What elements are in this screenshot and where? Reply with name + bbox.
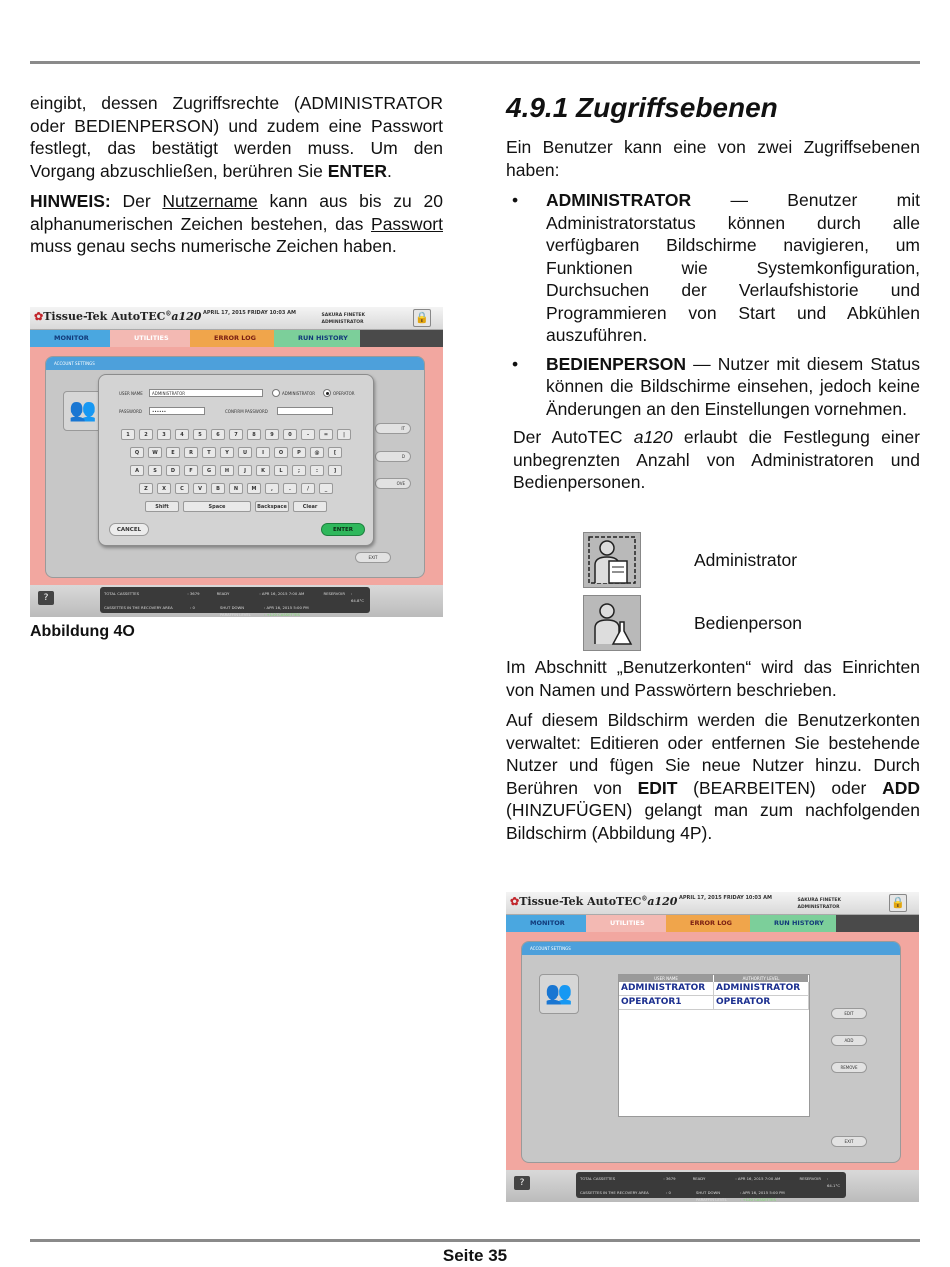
keyboard-key[interactable]: H [220, 465, 234, 476]
keyboard-key[interactable]: 2 [139, 429, 153, 440]
paragraph-text: eingibt, dessen Zugriffsrechte (ADMINISTRATOR oder BEDIENPERSON) und zudem eine Passwort festlegt, das bestätigt werden muss. Um den Vorgang abzuschließen, berühren Sie [30, 93, 443, 181]
administrator-label: Administrator [694, 549, 798, 570]
keyboard-key[interactable]: ; [292, 465, 306, 476]
keyboard-key[interactable]: X [157, 483, 171, 494]
keyboard-key[interactable]: = [319, 429, 333, 440]
user-role: ADMINISTRATOR [321, 320, 364, 325]
keyboard-key[interactable]: / [301, 483, 315, 494]
table-header [619, 975, 809, 982]
tab-monitor[interactable]: MONITOR [506, 915, 588, 932]
keyboard-key[interactable]: J [238, 465, 252, 476]
brand-text: Tissue-Tek AutoTEC [43, 310, 166, 323]
radio-operator-label: OPERATOR [333, 391, 355, 396]
term-administrator: ADMINISTRATOR [546, 190, 692, 210]
list-item-operator [506, 353, 920, 421]
keyboard-key[interactable]: 1 [121, 429, 135, 440]
col-authority-level: AUTHORITY LEVEL [714, 975, 809, 982]
operator-label: Bedienperson [694, 612, 802, 633]
backspace-key[interactable]: Backspace [255, 501, 289, 512]
manage-paragraph [506, 709, 920, 844]
status-ready-label: READY [216, 591, 230, 596]
keyboard-key[interactable]: T [202, 447, 216, 458]
tab-monitor[interactable]: MONITOR [30, 330, 112, 347]
page-number: Seite 35 [442, 1246, 508, 1265]
term-operator: BEDIENPERSON [546, 353, 687, 374]
status-bar [30, 585, 443, 617]
tissue-tek-logo: ✿Tissue-Tek AutoTEC®a120 [34, 310, 202, 323]
app-topbar [506, 892, 919, 915]
cell-level: ADMINISTRATOR [714, 982, 809, 995]
section-heading: 4.9.1 Zugriffsebenen [506, 92, 778, 123]
keyboard-row-3 [99, 465, 373, 476]
hint-password-term: Passwort [371, 213, 443, 234]
edit-button[interactable]: EDIT [831, 1008, 867, 1019]
status-paraffin-value: : +120 CASSETTES [264, 612, 300, 617]
keyboard-row-4 [99, 483, 373, 494]
accounts-section-paragraph: Im Abschnitt „Benutzerkonten“ wird das Einrichten von Namen und Passwörtern beschrieben. [506, 657, 920, 700]
status-recovery-label: CASSETTES IN THE RECOVERY AREA [104, 605, 173, 610]
status-paraffin-value: : +120 CASSETTES [740, 1197, 776, 1202]
tab-run-history[interactable]: RUN HISTORY [750, 915, 836, 932]
status-ready-label: READY [692, 1176, 706, 1181]
password-label: PASSWORD [119, 409, 142, 414]
operator-level-row [583, 595, 802, 651]
status-reservoir-value: : 64.1°C [827, 1176, 841, 1188]
administrator-icon [583, 532, 641, 588]
enter-term: ENTER [327, 160, 388, 181]
app-topbar [30, 307, 443, 330]
keyboard-key[interactable]: P [292, 447, 306, 458]
cell-level: OPERATOR [714, 996, 809, 1009]
flower-icon: ✿ [34, 310, 44, 323]
unlimited-text-a: Der AutoTEC [513, 427, 634, 447]
keyboard-key[interactable]: K [256, 465, 270, 476]
paragraph-continuation [30, 92, 443, 182]
user-company: SAKURA FINETEK [321, 313, 365, 318]
tab-error-log[interactable]: ERROR LOG [666, 915, 754, 932]
hint-text-a: Der [110, 191, 163, 211]
list-item-administrator [506, 189, 920, 347]
keyboard-key[interactable]: : [310, 465, 324, 476]
status-ready-value: : APR 16, 2015 7:00 AM [735, 1176, 781, 1181]
right-column [506, 90, 920, 494]
keyboard-key[interactable]: _ [319, 483, 333, 494]
table-row[interactable] [619, 982, 809, 996]
edit-term: EDIT [637, 777, 678, 798]
figure-4p-screenshot [506, 892, 919, 1202]
keyboard-key[interactable]: 8 [247, 429, 261, 440]
keyboard-key[interactable]: 7 [229, 429, 243, 440]
keyboard-key[interactable]: L [274, 465, 288, 476]
keyboard-key[interactable]: V [193, 483, 207, 494]
hint-label: HINWEIS: [30, 191, 111, 211]
intro-paragraph: Ein Benutzer kann eine von zwei Zugriffsebenen haben: [506, 137, 920, 180]
unlimited-paragraph [513, 426, 920, 494]
user-info [321, 312, 365, 326]
keyboard-key[interactable]: Q [130, 447, 144, 458]
status-shutdown-value: : APR 16, 2015 5:00 PM [740, 1190, 785, 1195]
add-button-partial[interactable]: D [375, 451, 411, 462]
access-level-list [506, 189, 920, 420]
brand-text: Tissue-Tek AutoTEC [519, 895, 642, 908]
status-paraffin-label: PARAFFIN LEVEL [696, 1197, 727, 1202]
keyboard-dialog [98, 374, 374, 546]
status-total-value: : 3679 [187, 591, 200, 596]
desc-operator: — Nutzer mit diesem Status können die Bildschirme einsehen, jedoch keine Änderungen an den Einstellungen vornehmen. [546, 353, 920, 419]
status-shutdown-label: SHUT DOWN [220, 605, 245, 610]
lock-icon[interactable]: 🔒 [889, 894, 907, 912]
keyboard-key[interactable]: M [247, 483, 261, 494]
desc-administrator: — Benutzer mit Administratorstatus können durch alle verfügbaren Bildschirme navigieren, um Funktionen wie Systemkonfiguration, Durchsuchen der Verlaufshistorie und Programmieren von Start und Abkühlen auszuführen. [546, 190, 920, 345]
edit-button-partial[interactable]: IT [375, 423, 411, 434]
shift-key[interactable]: Shift [145, 501, 179, 512]
remove-button-partial[interactable]: OVE [375, 478, 411, 489]
col-user-name: USER NAME [619, 975, 714, 982]
help-icon[interactable]: ? [514, 1176, 530, 1190]
status-paraffin-label: PARAFFIN LEVEL [220, 612, 251, 617]
users-icon: 👥 [539, 974, 579, 1014]
bullet-icon: • [512, 353, 519, 374]
hint-username-term: Nutzername [162, 191, 258, 211]
keyboard-key[interactable]: F [184, 465, 198, 476]
status-recovery-value: : 0 [666, 1190, 671, 1195]
confirm-password-label: CONFIRM PASSWORD [225, 409, 268, 414]
tab-error-log[interactable]: ERROR LOG [190, 330, 278, 347]
left-column [30, 92, 443, 258]
header-rule [30, 61, 920, 64]
cell-user: OPERATOR1 [619, 996, 714, 1009]
user-info [797, 897, 841, 911]
keyboard-key[interactable]: Y [220, 447, 234, 458]
radio-operator[interactable] [323, 389, 331, 397]
space-key[interactable]: Space [183, 501, 251, 512]
flower-icon: ✿ [510, 895, 520, 908]
user-company: SAKURA FINETEK [797, 898, 841, 903]
tab-bar [30, 330, 443, 347]
exit-button[interactable]: EXIT [355, 552, 391, 563]
operator-icon [583, 595, 641, 651]
cancel-button[interactable]: CANCEL [109, 523, 149, 536]
keyboard-key[interactable]: G [202, 465, 216, 476]
panel-title: ACCOUNT SETTINGS [522, 942, 900, 955]
username-field[interactable]: ADMINISTRATOR [149, 389, 263, 397]
keyboard-key[interactable]: , [265, 483, 279, 494]
table-row[interactable] [619, 996, 809, 1010]
keyboard-key[interactable]: 5 [193, 429, 207, 440]
manage-text-b: (BEARBEITEN) oder [677, 777, 883, 798]
keyboard-key[interactable]: | [337, 429, 351, 440]
keyboard-key[interactable]: 9 [265, 429, 279, 440]
unlimited-text-b: erlaubt die Festlegung einer unbegrenzten Anzahl von Administratoren und Bedienpersonen. [513, 427, 920, 492]
keyboard-key[interactable]: B [211, 483, 225, 494]
paragraph-end: . [387, 160, 392, 181]
brand-model: a120 [171, 310, 202, 323]
status-total-value: : 3679 [663, 1176, 676, 1181]
tab-utilities[interactable]: UTILITIES [110, 330, 202, 347]
keyboard-key[interactable]: W [148, 447, 162, 458]
status-box [100, 587, 370, 617]
status-total-label: TOTAL CASSETTES [104, 591, 140, 596]
manage-text-a: Auf diesem Bildschirm werden die Benutzerkonten verwaltet: Editieren oder entfernen Sie bestehende Nutzer und fügen Sie neue Nutzer hinzu. Durch Berühren von [506, 710, 920, 798]
keyboard-key[interactable]: I [256, 447, 270, 458]
tab-bar [506, 915, 919, 932]
keyboard-key[interactable]: C [175, 483, 189, 494]
keyboard-key[interactable]: S [148, 465, 162, 476]
keyboard-row-5 [99, 501, 373, 512]
right-column-lower [506, 656, 920, 844]
keyboard-key[interactable]: 6 [211, 429, 225, 440]
status-reservoir-label: RESERVOIR [799, 1176, 821, 1181]
hint-paragraph [30, 190, 443, 258]
footer-rule [30, 1239, 920, 1242]
accounts-table [618, 974, 810, 1117]
status-recovery-label: CASSETTES IN THE RECOVERY AREA [580, 1190, 649, 1195]
date-display: APRIL 17, 2015 FRIDAY 10:03 AM [203, 310, 296, 316]
keyboard-key[interactable]: U [238, 447, 252, 458]
manage-text-c: (HINZUFÜGEN) gelangt man zum nachfolgenden Bildschirm (Abbildung 4P). [506, 800, 920, 843]
enter-button[interactable]: ENTER [321, 523, 365, 536]
exit-button[interactable]: EXIT [831, 1136, 867, 1147]
date-display: APRIL 17, 2015 FRIDAY 10:03 AM [679, 895, 772, 901]
clear-key[interactable]: Clear [293, 501, 327, 512]
keyboard-key[interactable]: D [166, 465, 180, 476]
hint-text-c: muss genau sechs numerische Zeichen haben. [30, 236, 397, 256]
help-icon[interactable]: ? [38, 591, 54, 605]
admin-level-row [583, 532, 798, 588]
add-button[interactable]: ADD [831, 1035, 867, 1046]
keyboard-key[interactable]: N [229, 483, 243, 494]
add-term: ADD [882, 777, 920, 798]
bullet-icon: • [512, 190, 519, 210]
lock-icon[interactable]: 🔒 [413, 309, 431, 327]
status-shutdown-label: SHUT DOWN [696, 1190, 721, 1195]
keyboard-row-2 [99, 447, 373, 458]
keyboard-row-1 [99, 429, 373, 440]
figure-4o-screenshot [30, 307, 443, 617]
keyboard-key[interactable]: @ [310, 447, 324, 458]
keyboard-key[interactable]: . [283, 483, 297, 494]
hint-text-b: kann aus bis zu 20 alphanumerischen Zeichen bestehen, das [30, 191, 443, 234]
tab-run-history[interactable]: RUN HISTORY [274, 330, 360, 347]
username-label: USER NAME [119, 391, 143, 396]
keyboard-key[interactable]: [ [328, 447, 342, 458]
status-bar [506, 1170, 919, 1202]
keyboard-key[interactable]: R [184, 447, 198, 458]
radio-administrator[interactable] [272, 389, 280, 397]
status-total-label: TOTAL CASSETTES [580, 1176, 616, 1181]
status-shutdown-value: : APR 16, 2015 5:00 PM [264, 605, 309, 610]
status-recovery-value: : 0 [190, 605, 195, 610]
tissue-tek-logo: ✿Tissue-Tek AutoTEC®a120 [510, 895, 678, 908]
users-icon: 👥 [63, 391, 103, 431]
keyboard-key[interactable]: A [130, 465, 144, 476]
status-ready-value: : APR 16, 2015 7:00 AM [259, 591, 305, 596]
status-reservoir-label: RESERVOIR [323, 591, 345, 596]
model-name: a120 [633, 427, 673, 447]
keyboard-key[interactable]: O [274, 447, 288, 458]
confirm-password-field[interactable] [277, 407, 333, 415]
panel-title: ACCOUNT SETTINGS [46, 357, 424, 370]
keyboard-key[interactable]: ] [328, 465, 342, 476]
brand-model: a120 [647, 895, 678, 908]
tab-utilities[interactable]: UTILITIES [586, 915, 678, 932]
keyboard-key[interactable]: - [301, 429, 315, 440]
keyboard-key[interactable]: Z [139, 483, 153, 494]
figure-caption-4o: Abbildung 4O [30, 623, 135, 640]
keyboard-key[interactable]: E [166, 447, 180, 458]
user-role: ADMINISTRATOR [797, 905, 840, 910]
password-field[interactable]: •••••• [149, 407, 205, 415]
keyboard-key[interactable]: 3 [157, 429, 171, 440]
status-reservoir-value: : 64.8°C [351, 591, 365, 603]
keyboard-key[interactable]: 0 [283, 429, 297, 440]
keyboard-key[interactable]: 4 [175, 429, 189, 440]
status-box [576, 1172, 846, 1202]
remove-button[interactable]: REMOVE [831, 1062, 867, 1073]
cell-user: ADMINISTRATOR [619, 982, 714, 995]
radio-administrator-label: ADMINISTRATOR [282, 391, 316, 396]
